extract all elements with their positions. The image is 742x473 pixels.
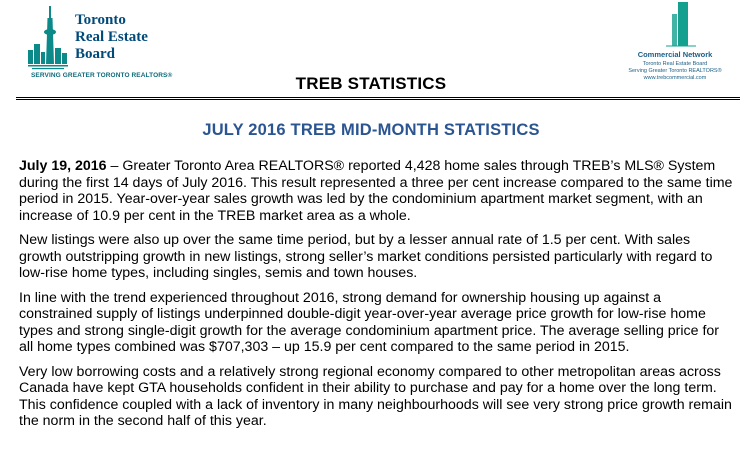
page-headline: JULY 2016 TREB MID-MONTH STATISTICS [202,121,540,139]
header-divider [16,97,740,98]
org-tagline: SERVING GREATER TORONTO REALTORS® [31,72,173,79]
doc-title: TREB STATISTICS [295,74,447,93]
org-name-line1: Toronto [75,12,126,28]
org-name-line2: Real Estate [75,29,148,45]
commercial-network-line2: Serving Greater Toronto REALTORS® [628,68,722,74]
commercial-network-url: www.trebcommercial.com [643,75,707,81]
release-date: July 19, 2016 [19,158,107,174]
org-name [75,12,148,63]
commercial-network-line1: Toronto Real Estate Board [642,61,708,67]
treb-logo [28,6,218,79]
cn-tower-icon [28,6,74,70]
paragraph: In line with the trend experienced throughout 2016, strong demand for ownership housing up against a constrained supply of listings underpinned double-digit year-over-year average price growth for low-rise home types and strong single-digit growth for the average condominium apartment price. The average selling price for all home types combined was $707,303 – up 15.9 per cent compared to the same period in 2015. [19,289,720,355]
org-name-line3: Board [75,46,116,62]
paragraph [19,158,735,224]
commercial-network-title: Commercial Network [637,50,713,59]
commercial-building-icon [660,0,700,48]
article-body [19,158,735,438]
paragraph: New listings were also up over the same time period, but by a lesser annual rate of 1.5 per cent. With sales growth outstripping growth in new listings, strong seller’s market conditions persisted particularly with regard to low-rise home types, including singles, semis and town houses. [19,232,713,281]
paragraph-text: – Greater Toronto Area REALTORS® reported 4,428 home sales through TREB’s MLS® System during the first 14 days of July 2016. This result represented a three per cent increase compared to the same time period in 2015. Year-over-year sales growth was led by the condominium apartment market segment, with an increase of 10.9 per cent in the TREB market area as a whole. [19,158,733,224]
paragraph: Very low borrowing costs and a relatively strong regional economy compared to other metropolitan areas across Canada have kept GTA households confident in their ability to purchase and pay for a home over the long term. This confidence coupled with a lack of inventory in many neighbourhoods will see very strong price growth remain the norm in the second half of this year. [19,363,732,429]
header-divider-secondary [16,99,740,100]
